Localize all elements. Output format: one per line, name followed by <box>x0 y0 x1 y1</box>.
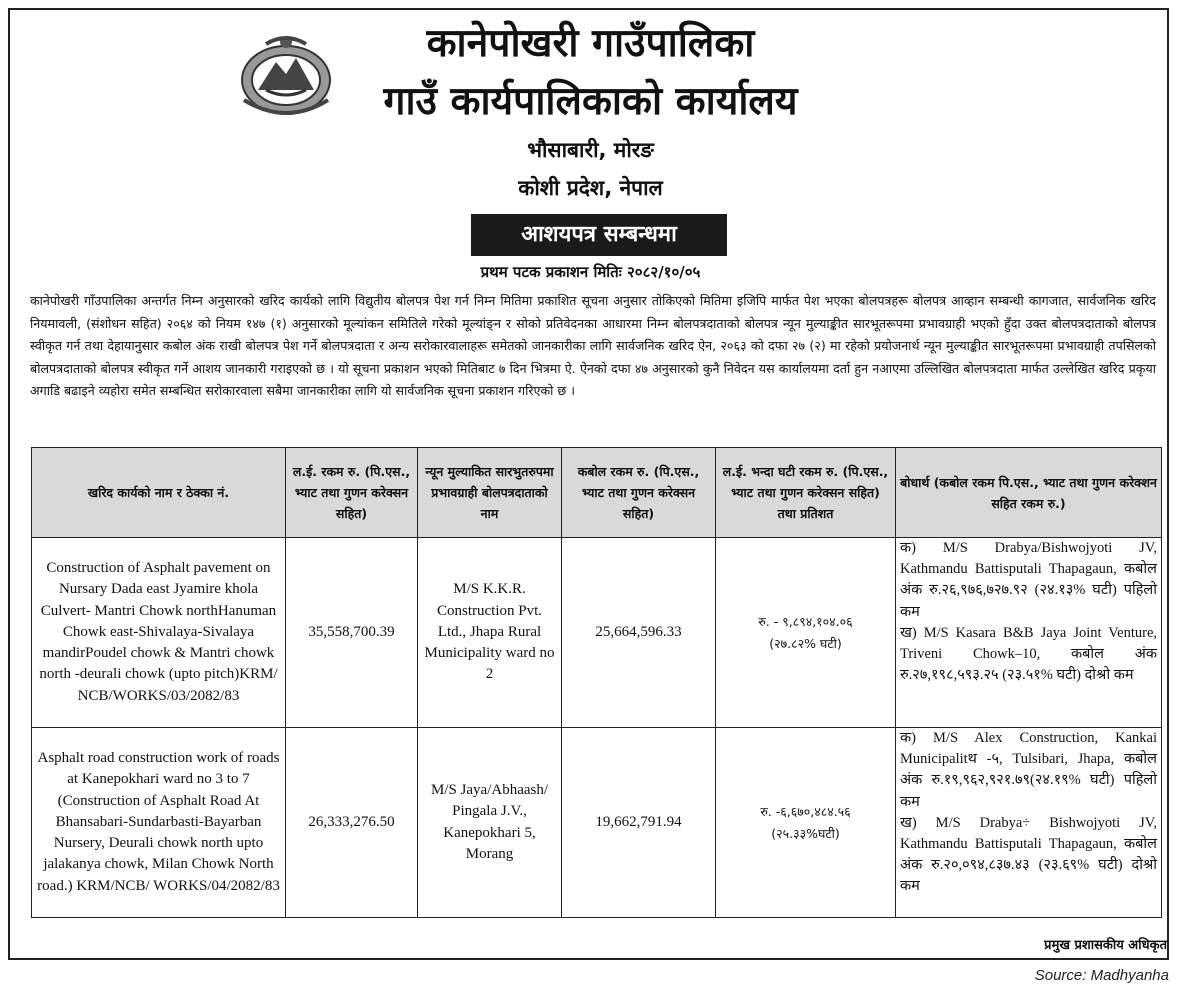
remarks-cell <box>896 538 1162 728</box>
address-line-1: भौसाबारी, मोरङ <box>527 138 654 162</box>
table-row <box>32 538 1162 728</box>
bid-amount: 19,662,791.94 <box>562 728 716 918</box>
remark-first: क) M/S Drabya/Bishwojyoti JV, Kathmandu Battisputali Thapagaun, कबोल अंक रु.२६,९७६,७२७.९२ (२४.१३% घटी) पहिलो कम <box>900 540 1157 620</box>
bidder-name: M/S Jaya/Abhaash/ Pingala J.V., Kanepokhari 5, Morang <box>418 728 562 918</box>
table-header-row <box>32 448 1162 538</box>
less-amount: रु. - ९,८९४,१०४.०६ <box>758 614 853 630</box>
signature-title: प्रमुख प्रशासकीय अधिकृत <box>1044 938 1167 953</box>
notice-body: कानेपोखरी गाँउपालिका अन्तर्गत निम्न अनुसारको खरिद कार्यको लागि विद्युतीय बोलपत्र पेश गर्न निम्न मितिमा प्रकाशित सूचना अनुसार तोकिएको मितिमा इजिपि मार्फत पेश भएका बोलपत्रहरू बोलपत्र आव्हान सम्बन्धी कागजात, सार्वजनिक खरिद नियमावली, (संशोधन सहित) २०६४ को नियम १४७ (१) अनुसारको मूल्यांकन समितिले गरेको मूल्यांङ्न र सोको प्रतिवेदनका आधारमा निम्न बोलपत्रदाताको बोलपत्र न्यून मुल्याङ्कीत सारभूतरूपमा प्रभावग्राही भएको हुँदा उक्त बोलपत्रदाताको बोलपत्र स्वीकृत गर्न तथा देहायानुसार कबोल अंक राखी बोलपत्र पेश गर्ने बोलपत्रदाता र अन्य सरोकारवालाहरू समेतको जानकारीका लागि सार्वजनिक खरिद ऐन, २०६३ को दफा २७ (२) मा रहेको प्रयोजनार्थ न्यून मुल्याङ्कीत सारभूतरूपमा प्रभावग्राही तपसिलको बोलपत्रदाताको बोलपत्र स्वीकृत गर्ने आशय जानकारी गराइएको छ । यो सूचना प्रकाशन भएको मितिबाट ७ दिन भित्रमा ऐ. ऐनको दफा ४७ अनुसारको कुनै निवेदन यस कार्यालयमा दर्ता हुन नआएमा उल्लिखित बोलपत्रदाता मार्फत उल्लेखित खरिद प्रकृया अगाडि बढाइने व्यहोरा समेत सम्बन्धित सरोकारवाला सबैमा जानकारीका लागि यो सार्वजनिक सूचना प्रकाशन गरिएको छ । <box>30 293 1156 399</box>
less-amount-cell <box>716 728 896 918</box>
column-header: ल.ई. रकम रु. (पि.एस., भ्याट तथा गुणन करेक्सन सहित) <box>286 448 418 538</box>
column-header: खरिद कार्यको नाम र ठेक्का नं. <box>32 448 286 538</box>
less-amount: रु. -६,६७०,४८४.५६ <box>760 804 851 820</box>
notice-title-banner: आशयपत्र सम्बन्धमा <box>471 214 727 256</box>
bid-amount: 25,664,596.33 <box>562 538 716 728</box>
municipality-title: कानेपोखरी गाउँपालिका <box>426 21 755 66</box>
address-line-2: कोशी प्रदेश, नेपाल <box>518 176 663 200</box>
column-header: बोधार्थ (कबोल रकम पि.एस., भ्याट तथा गुणन करेक्शन सहित रकम रु.) <box>896 448 1162 538</box>
bidder-name: M/S K.K.R. Construction Pvt. Ltd., Jhapa Rural Municipality ward no 2 <box>418 538 562 728</box>
office-title: गाउँ कार्यपालिकाको कार्यालय <box>383 79 798 124</box>
source-credit: Source: Madhyanha <box>1034 967 1169 984</box>
less-percent: (२७.८२% घटी) <box>769 635 842 651</box>
column-header: ल.ई. भन्दा घटी रकम रु. (पि.एस., भ्याट तथा गुणन करेक्सन सहित) तथा प्रतिशत <box>716 448 896 538</box>
work-description: Construction of Asphalt pavement on Nursary Dada east Jyamire khola Culvert- Mantri Chowk northHanuman Chowk east-Shivalaya-Sivalaya mandirPoudel chowk & Mantri chowk north -deurali chowk (upto pitch)KRM/ NCB/WORKS/03/2082/83 <box>32 538 286 728</box>
estimate-amount: 26,333,276.50 <box>286 728 418 918</box>
remark-second: ख) M/S Drabya÷ Bishwojyoti JV, Kathmandu Battisputali Thapagaun, कबोल अंक रु.२०,०९४,८३७.४३ (२३.६९% घटी) दोश्रो कम <box>900 814 1157 895</box>
less-amount-cell <box>716 538 896 728</box>
remarks-cell <box>896 728 1162 918</box>
publish-date: प्रथम पटक प्रकाशन मितिः २०८२/१०/०५ <box>480 263 701 281</box>
less-percent: (२५.३३%घटी) <box>771 825 840 841</box>
remark-first: क) M/S Alex Construction, Kankai Municipalitथ -५, Tulsibari, Jhapa, कबोल अंक रु.१९,९६२,९२१.७९(२४.१९% घटी) पहिलो कम <box>900 730 1157 810</box>
work-description: Asphalt road construction work of roads at Kanepokhari ward no 3 to 7 (Construction of Asphalt Road At Bhansabari-Sundarbasti-Bayarban Nursery, Deurali chowk north upto jalakanya chowk, Milan Chowk North road.) KRM/NCB/ WORKS/04/2082/83 <box>32 728 286 918</box>
estimate-amount: 35,558,700.39 <box>286 538 418 728</box>
remark-second: ख) M/S Kasara B&B Jaya Joint Venture, Triveni Chowk–10, कबोल अंक रु.२७,१९८,५९३.२५ (२३.५१% घटी) दोश्रो कम <box>900 624 1157 684</box>
tender-table <box>31 447 1162 918</box>
column-header: न्यून मुल्याकित सारभुतरुपमा प्रभावग्राही बोलपत्रदाताको नाम <box>418 448 562 538</box>
table-row <box>32 728 1162 918</box>
column-header: कबोल रकम रु. (पि.एस., भ्याट तथा गुणन करेक्सन सहित) <box>562 448 716 538</box>
